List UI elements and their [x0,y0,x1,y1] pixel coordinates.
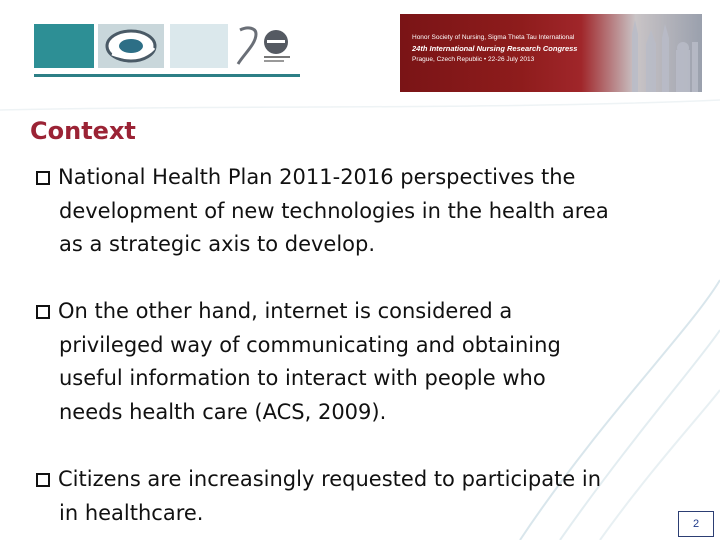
logo-underline [34,74,300,77]
bullet-text-line: as a strategic axis to develop. [59,232,376,256]
bullet-text-line: useful information to interact with people who [59,366,546,390]
bullet-item [36,463,676,530]
banner-congress-line: 24th International Nursing Research Congress [412,44,578,53]
page-number: 2 [678,511,714,537]
bullet-text-line: National Health Plan 2011-2016 perspectives the [58,165,576,189]
bullet-text-line: needs health care (ACS, 2009). [59,399,387,424]
checkbox-bullet-icon [36,171,50,185]
bullet-item [36,161,676,262]
bullet-text-line: Citizens are increasingly requested to participate in [58,467,602,491]
bullet-text-line: development of new technologies in the health area [59,198,609,223]
conference-banner [400,14,702,92]
checkbox-bullet-icon [36,473,50,487]
logo-e-icon [234,24,298,68]
logo-teal-block [34,24,94,68]
logo-pale-block [170,24,228,68]
bullet-text-line: in healthcare. [59,500,204,525]
slide-title: Context [30,117,136,145]
bullet-item [36,295,676,429]
logo-swirl-icon [98,24,164,68]
banner-society-line: Honor Society of Nursing, Sigma Theta Tau International [412,34,575,41]
bullet-text-line: privileged way of communicating and obtaining [59,332,561,357]
checkbox-bullet-icon [36,305,50,319]
bullet-text-line: On the other hand, internet is considered a [58,299,513,323]
institution-logo [34,24,300,80]
banner-location-line: Prague, Czech Republic • 22-26 July 2013 [412,56,535,63]
